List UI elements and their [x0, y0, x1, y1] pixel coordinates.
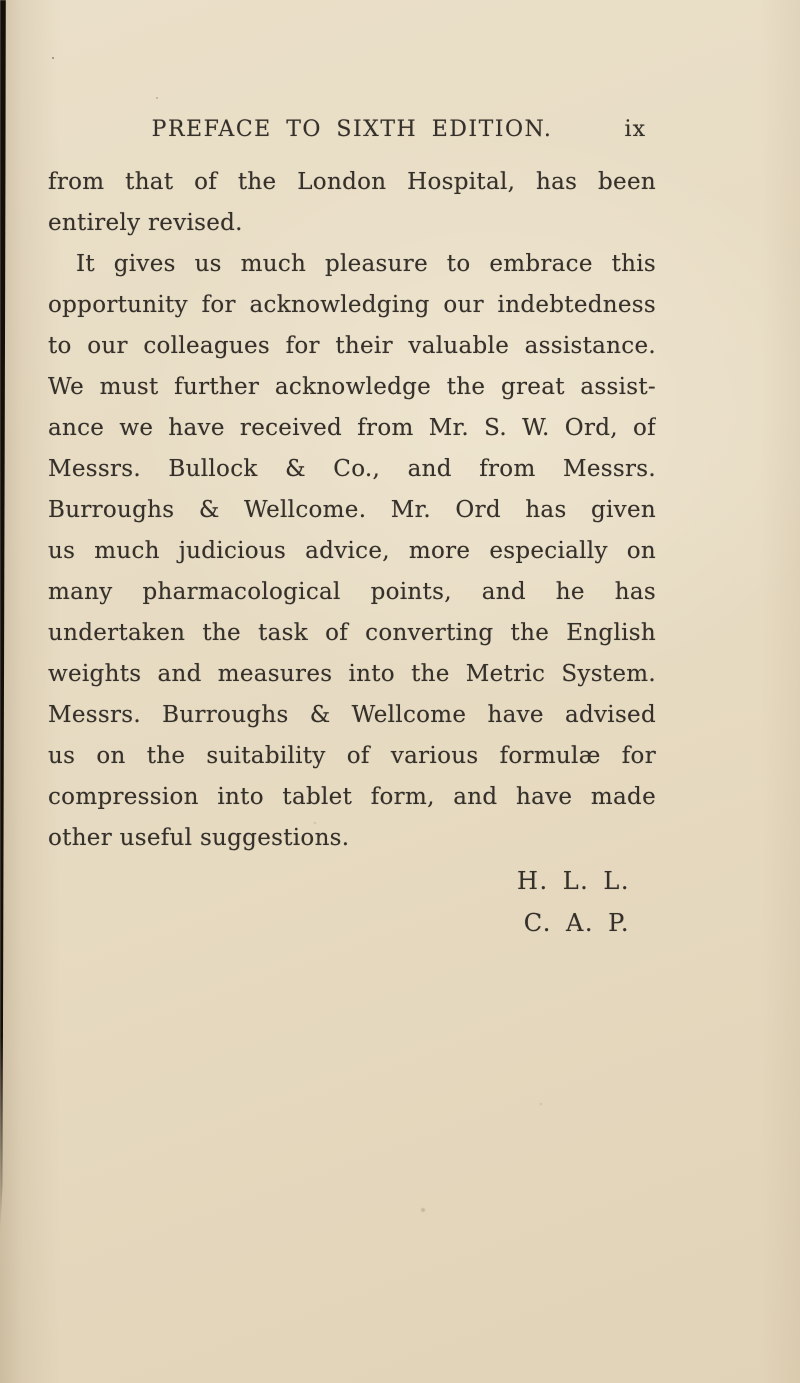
- page-number: ix: [624, 117, 646, 142]
- text-line: opportunity for acknowledging our indebtedness: [48, 292, 656, 318]
- text-line: to our colleagues for their valuable assistance.: [48, 333, 656, 359]
- text-line: We must further acknowledge the great assist-: [48, 374, 656, 400]
- page-header: [48, 114, 656, 146]
- paper-specks: [52, 57, 54, 59]
- signature-block: [48, 860, 630, 944]
- text-line: Messrs. Burroughs & Wellcome have advised: [48, 702, 656, 728]
- signature-initials: H. L. L.: [517, 867, 630, 895]
- text-line: weights and measures into the Metric System.: [48, 661, 656, 687]
- text-line: entirely revised.: [48, 210, 243, 236]
- text-line: other useful suggestions.: [48, 825, 350, 851]
- text-line: Messrs. Bullock & Co., and from Messrs.: [48, 456, 656, 482]
- scan-edge-artifact: [0, 0, 6, 1235]
- text-line: It gives us much pleasure to embrace this: [76, 251, 656, 277]
- preface-text-block: [48, 162, 656, 859]
- text-line: Burroughs & Wellcome. Mr. Ord has given: [48, 497, 656, 523]
- text-line: many pharmacological points, and he has: [48, 579, 656, 605]
- text-line: us on the suitability of various formulæ for: [48, 743, 656, 769]
- text-line: undertaken the task of converting the English: [48, 620, 656, 646]
- text-line: from that of the London Hospital, has been: [48, 169, 656, 195]
- text-line: us much judicious advice, more especially on: [48, 538, 656, 564]
- text-line: compression into tablet form, and have made: [48, 784, 656, 810]
- running-title: PREFACE TO SIXTH EDITION.: [151, 117, 553, 142]
- text-line: ance we have received from Mr. S. W. Ord, of: [48, 415, 656, 441]
- signature-initials: C. A. P.: [523, 909, 630, 937]
